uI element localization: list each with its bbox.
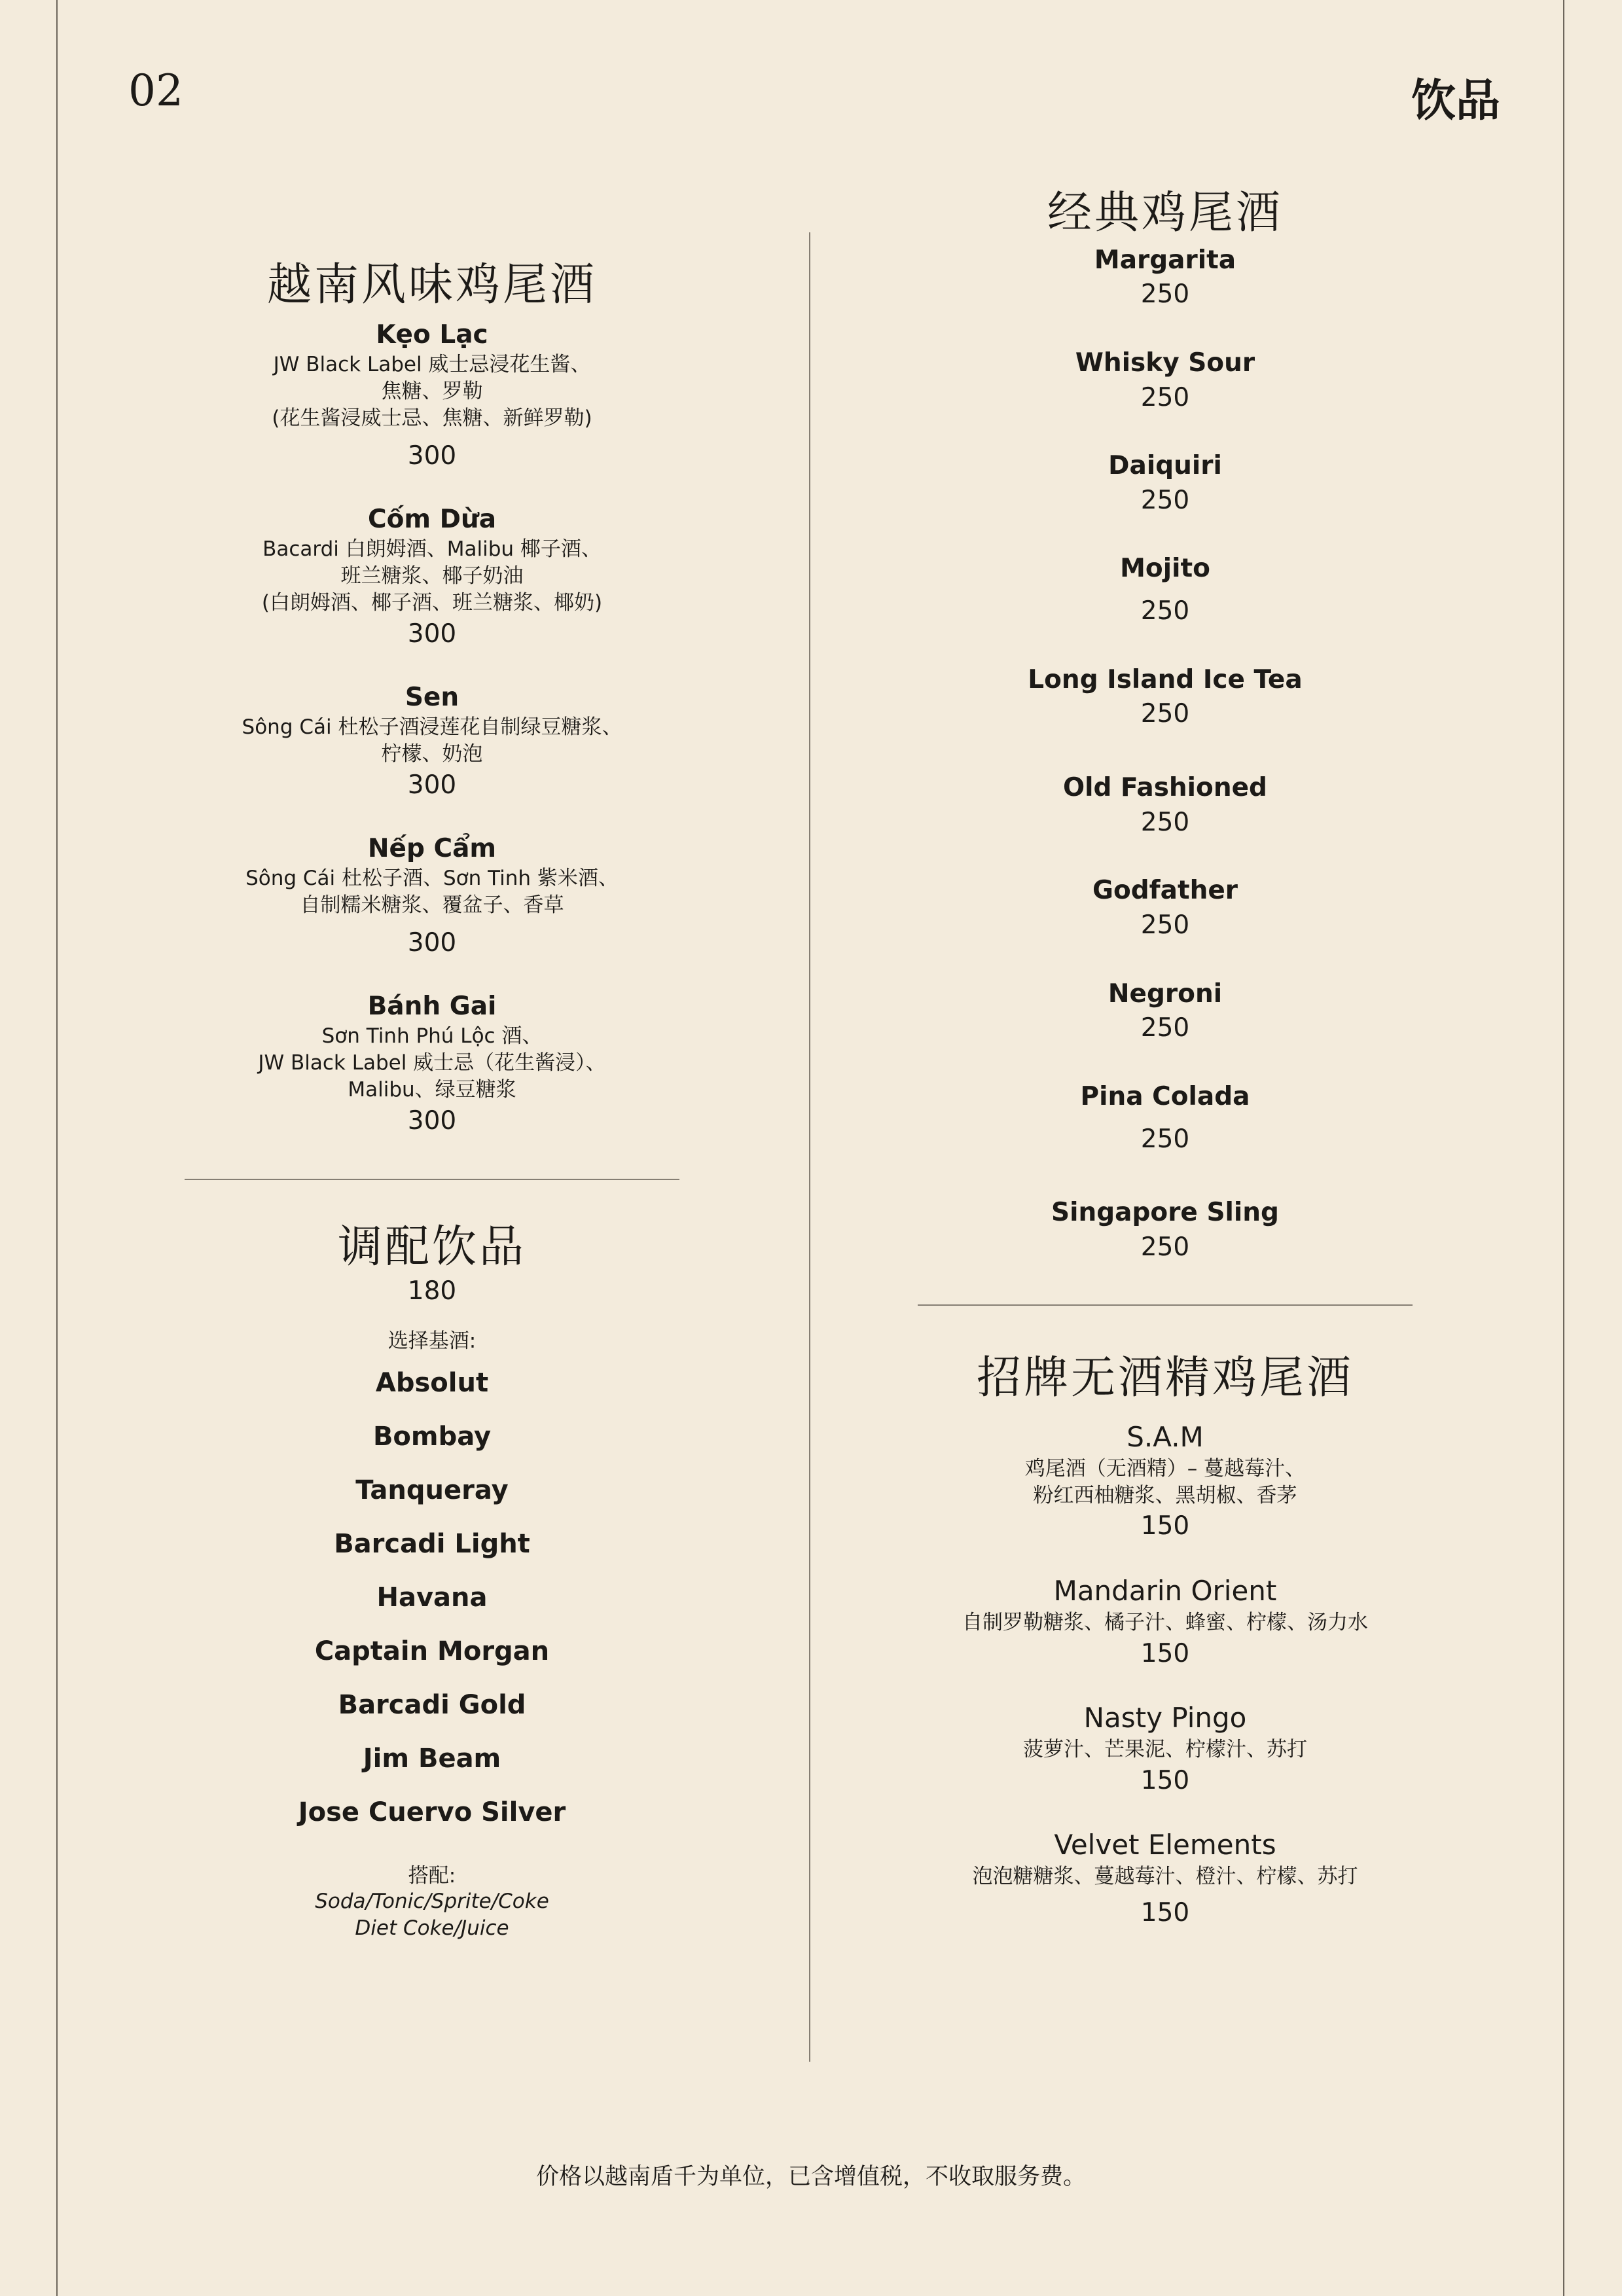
item-description: Bacardi 白朗姆酒、Malibu 椰子酒、 班兰糖浆、椰子奶油 (白朗姆酒、椰子酒、班兰糖浆、椰奶) bbox=[261, 537, 603, 615]
item-name: Nếp Cẩm bbox=[367, 833, 497, 863]
left-edge-line bbox=[56, 0, 58, 2296]
item-name: Kẹo Lạc bbox=[376, 319, 488, 350]
menu-item bbox=[864, 664, 1466, 732]
item-name: Whisky Sour bbox=[1075, 348, 1255, 378]
menu-item bbox=[131, 319, 733, 475]
left-column bbox=[131, 259, 733, 1942]
item-name: Negroni bbox=[1108, 978, 1223, 1009]
item-name: Mojito bbox=[1120, 554, 1210, 584]
choose-base-label: 选择基酒: bbox=[387, 1329, 477, 1353]
item-price: 150 bbox=[1140, 1897, 1190, 1928]
item-price: 300 bbox=[407, 441, 457, 471]
base-spirit: Jim Beam bbox=[363, 1743, 501, 1774]
item-price: 250 bbox=[1140, 596, 1190, 626]
item-price: 250 bbox=[1140, 910, 1190, 940]
menu-item bbox=[864, 1081, 1466, 1157]
item-name: S.A.M bbox=[1126, 1421, 1204, 1453]
base-spirit: Bombay bbox=[372, 1421, 492, 1452]
menu-item bbox=[864, 347, 1466, 416]
menu-item bbox=[864, 450, 1466, 518]
mixed-drinks-title: 调配饮品 bbox=[337, 1221, 526, 1273]
page-number: 02 bbox=[128, 65, 183, 116]
menu-item bbox=[864, 1700, 1466, 1799]
item-price: 250 bbox=[1140, 1124, 1190, 1154]
item-price: 300 bbox=[407, 1106, 457, 1136]
item-description: 泡泡糖糖浆、蔓越莓汁、橙汁、柠檬、苏打 bbox=[972, 1864, 1358, 1888]
menu-item bbox=[864, 874, 1466, 943]
item-description: JW Black Label 威士忌浸花生酱、 焦糖、罗勒 (花生酱浸威士忌、焦糖、新鲜罗勒) bbox=[272, 353, 592, 431]
menu-item bbox=[131, 833, 733, 961]
item-description: 鸡尾酒（无酒精）– 蔓越莓汁、 粉红西柚糖浆、黑胡椒、香茅 bbox=[1024, 1456, 1306, 1507]
item-name: Godfather bbox=[1092, 876, 1238, 906]
item-name: Mandarin Orient bbox=[1053, 1575, 1277, 1607]
base-spirit: Havana bbox=[376, 1582, 488, 1613]
base-spirit: Jose Cuervo Silver bbox=[298, 1797, 566, 1827]
item-name: Nasty Pingo bbox=[1083, 1702, 1247, 1734]
item-name: Sen bbox=[405, 682, 460, 712]
item-price: 150 bbox=[1140, 1638, 1190, 1668]
section-divider bbox=[918, 1304, 1413, 1306]
item-price: 250 bbox=[1140, 279, 1190, 310]
menu-item bbox=[131, 681, 733, 804]
item-name: Old Fashioned bbox=[1063, 773, 1267, 802]
base-spirits-list bbox=[131, 1356, 733, 1839]
base-spirit: Barcadi Light bbox=[334, 1528, 530, 1559]
base-spirit: Captain Morgan bbox=[314, 1636, 550, 1666]
mixed-drinks-price: 180 bbox=[407, 1276, 457, 1306]
item-description: Sông Cái 杜松子酒浸莲花自制绿豆糖浆、 柠檬、奶泡 bbox=[242, 715, 622, 766]
item-price: 150 bbox=[1140, 1511, 1190, 1541]
menu-item bbox=[864, 1573, 1466, 1672]
item-name: Singapore Sling bbox=[1051, 1198, 1279, 1228]
vietnamese-cocktails-title: 越南风味鸡尾酒 bbox=[266, 259, 597, 311]
item-description: Sông Cái 杜松子酒、Sơn Tinh 紫米酒、 自制糯米糖浆、覆盆子、香草 bbox=[245, 867, 619, 918]
item-price: 250 bbox=[1140, 807, 1190, 837]
item-description: 菠萝汁、芒果泥、柠檬汁、苏打 bbox=[1023, 1737, 1307, 1761]
column-divider bbox=[809, 232, 810, 2062]
item-price: 250 bbox=[1140, 485, 1190, 515]
item-name: Pina Colada bbox=[1080, 1081, 1250, 1111]
right-column bbox=[864, 187, 1466, 1931]
item-name: Margarita bbox=[1094, 245, 1236, 275]
item-name: Bánh Gai bbox=[367, 991, 497, 1021]
item-price: 150 bbox=[1140, 1765, 1190, 1795]
classic-cocktails-title: 经典鸡尾酒 bbox=[1047, 187, 1283, 239]
item-price: 250 bbox=[1140, 1232, 1190, 1262]
right-edge-line bbox=[1563, 0, 1564, 2296]
item-name: Velvet Elements bbox=[1054, 1829, 1276, 1861]
menu-item bbox=[864, 1827, 1466, 1931]
item-price: 300 bbox=[407, 928, 457, 958]
base-spirit: Barcadi Gold bbox=[338, 1689, 526, 1720]
menu-item bbox=[864, 552, 1466, 629]
item-price: 250 bbox=[1140, 382, 1190, 412]
menu-item bbox=[864, 1420, 1466, 1545]
mixer-label: 搭配: bbox=[408, 1863, 456, 1888]
item-description: Sơn Tinh Phú Lộc 酒、 JW Black Label 威士忌（花生酱浸）、 Malibu、绿豆糖浆 bbox=[258, 1024, 606, 1102]
menu-item bbox=[864, 1196, 1466, 1265]
base-spirit: Tanqueray bbox=[355, 1475, 509, 1505]
price-footnote: 价格以越南盾千为单位，已含增值税，不收取服务费。 bbox=[535, 2164, 1086, 2190]
base-spirit: Absolut bbox=[375, 1367, 489, 1398]
mocktails-title: 招牌无酒精鸡尾酒 bbox=[976, 1352, 1354, 1405]
item-name: Cốm Dừa bbox=[367, 504, 497, 534]
menu-item bbox=[864, 244, 1466, 313]
item-price: 250 bbox=[1140, 1013, 1190, 1043]
item-price: 250 bbox=[1140, 699, 1190, 729]
item-price: 300 bbox=[407, 619, 457, 649]
menu-item bbox=[131, 503, 733, 653]
menu-item bbox=[864, 978, 1466, 1047]
item-price: 300 bbox=[407, 770, 457, 800]
menu-item bbox=[131, 990, 733, 1139]
item-name: Daiquiri bbox=[1108, 451, 1222, 481]
item-name: Long Island Ice Tea bbox=[1028, 664, 1303, 694]
section-divider bbox=[185, 1179, 679, 1180]
mixer-options: Soda/Tonic/Sprite/Coke Diet Coke/Juice bbox=[315, 1889, 549, 1940]
menu-item bbox=[864, 772, 1466, 840]
item-description: 自制罗勒糖浆、橘子汁、蜂蜜、柠檬、汤力水 bbox=[962, 1610, 1368, 1634]
page-title: 饮品 bbox=[1411, 75, 1500, 127]
